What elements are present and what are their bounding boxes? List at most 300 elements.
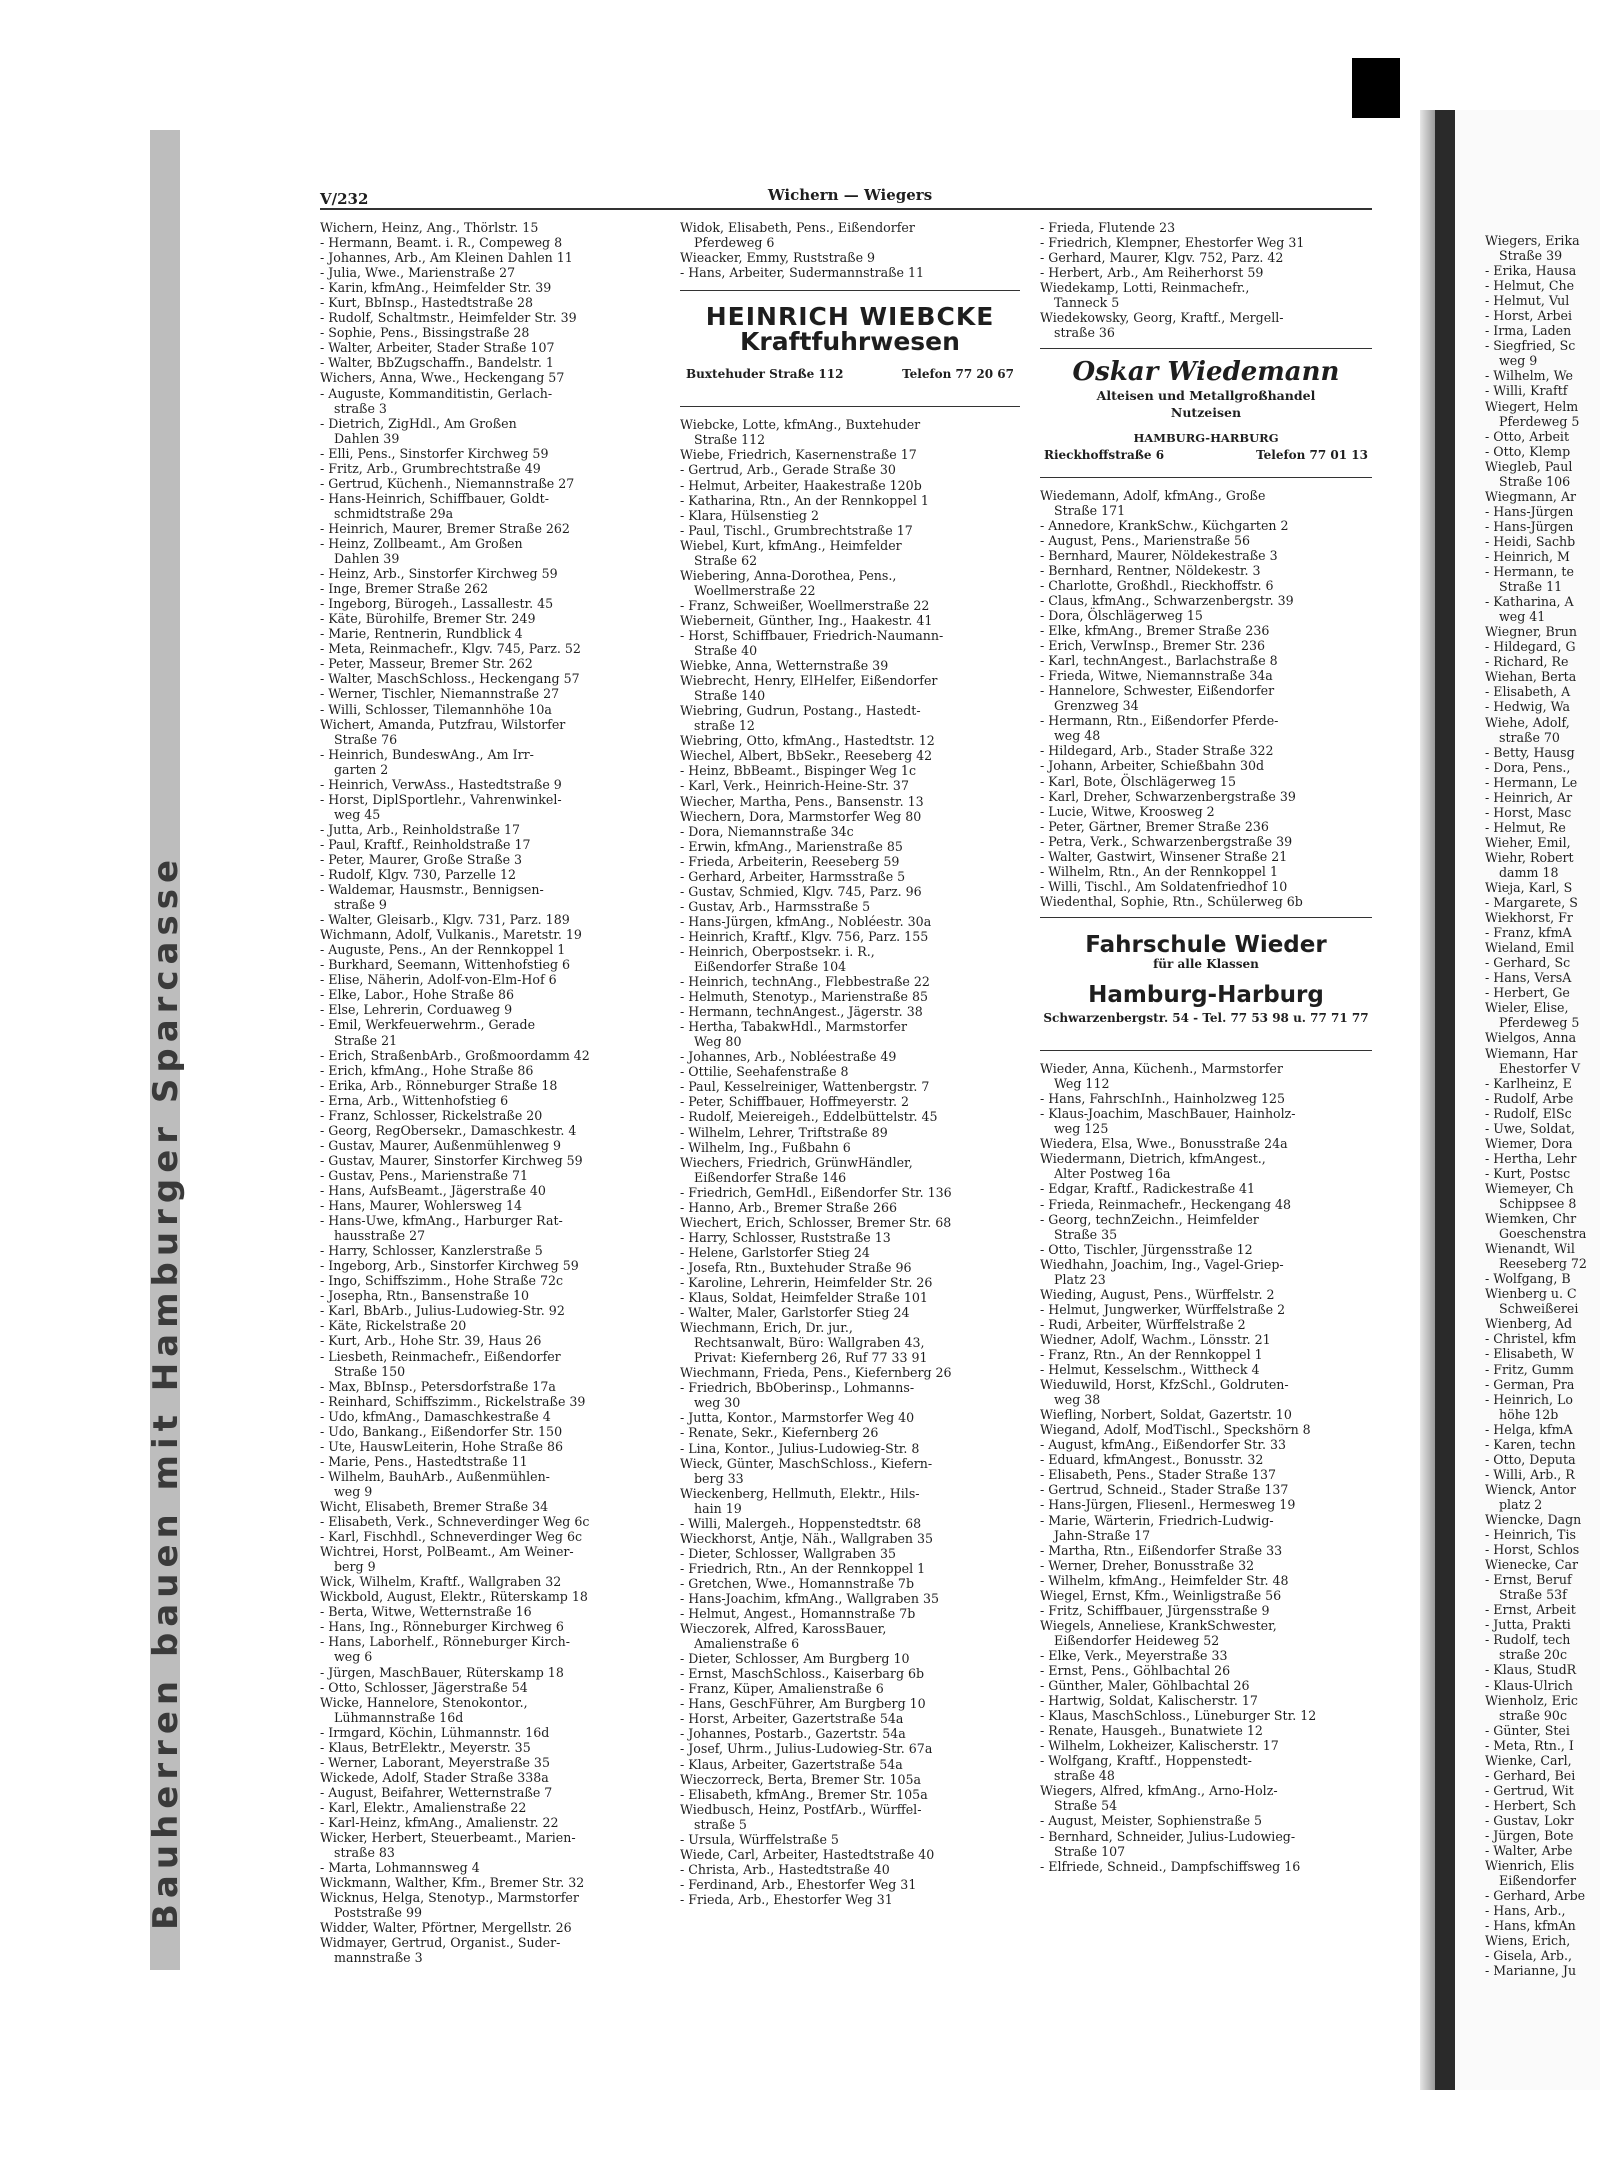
directory-entry-line: Wiegmann, Ar <box>1485 488 1577 504</box>
directory-entry-line: - Heinrich, VerwAss., Hastedtstraße 9 <box>320 776 562 792</box>
directory-entry-line: Poststraße 99 <box>334 1905 423 1921</box>
page-gutter <box>1435 110 1455 2090</box>
directory-entry-line: - Erich, kfmAng., Hohe Straße 86 <box>320 1062 534 1078</box>
directory-entry-line: mannstraße 3 <box>334 1950 423 1966</box>
directory-entry-line: - Hans, Ing., Rönneburger Kirchweg 6 <box>320 1619 564 1635</box>
ad-address: Rieckhoffstraße 6 <box>1044 447 1165 462</box>
directory-entry-line: - Auguste, Kommanditistin, Gerlach- <box>320 385 553 401</box>
directory-page <box>320 180 1372 2040</box>
directory-entry-line: - Renate, Sekr., Kiefernberg 26 <box>680 1425 879 1441</box>
directory-entry-line: Wiedner, Adolf, Wachm., Lönsstr. 21 <box>1040 1331 1271 1347</box>
directory-entry-line: Straße 54 <box>1054 1798 1118 1814</box>
directory-entry-line: - Erna, Arb., Wittenhofstieg 6 <box>320 1092 509 1108</box>
directory-entry-line: Straße 171 <box>1054 502 1126 518</box>
directory-entry-line: - Irmgard, Köchin, Lühmannstr. 16d <box>320 1724 550 1740</box>
directory-entry-line: Wiemeyer, Ch <box>1485 1180 1574 1196</box>
directory-entry-line: - Willi, Kraftf <box>1485 383 1568 399</box>
directory-entry-line: - Petra, Verk., Schwarzenbergstraße 39 <box>1040 833 1293 849</box>
directory-entry-line: Wiebrecht, Henry, ElHelfer, Eißendorfer <box>680 673 938 689</box>
directory-entry-line: Wieck, Günter, MaschSchloss., Kiefern- <box>680 1455 933 1471</box>
directory-entry-line: - Karlheinz, E <box>1485 1075 1572 1091</box>
directory-entry-line: - Horst, Masc <box>1485 804 1572 820</box>
directory-entry-line: Straße 35 <box>1054 1226 1118 1242</box>
directory-entry-line: - Helmut, Kesselschm., Wittheck 4 <box>1040 1362 1260 1378</box>
directory-entry-line: Wiemken, Chr <box>1485 1211 1577 1227</box>
directory-entry-line: - Georg, RegObersekr., Damaschkestr. 4 <box>320 1122 577 1138</box>
directory-entry-line: - Rudolf, Klgv. 730, Parzelle 12 <box>320 867 516 883</box>
directory-entry-line: Wiegers, Alfred, kfmAng., Arno-Holz- <box>1040 1783 1278 1799</box>
directory-entry-line: - Hermann, technAngest., Jägerstr. 38 <box>680 1004 923 1020</box>
directory-entry-line: Wieduwild, Horst, KfzSchl., Goldruten- <box>1040 1377 1289 1393</box>
directory-entry-line: Wiebring, Gudrun, Postang., Hastedt- <box>680 703 921 719</box>
column-3-top-entries <box>1040 220 1372 340</box>
directory-entry-line: - Josef, Uhrm., Julius-Ludowieg-Str. 67a <box>680 1741 933 1757</box>
directory-entry-line: - Hannelore, Schwester, Eißendorfer <box>1040 683 1275 699</box>
directory-entry-line: Wiehan, Berta <box>1485 669 1577 685</box>
directory-entry-line: - Walter, Arbe <box>1485 1843 1573 1859</box>
directory-entry-line: - Harry, Schlosser, Ruststraße 13 <box>680 1229 891 1245</box>
directory-entry-line: - Richard, Re <box>1485 654 1569 670</box>
directory-entry-line: - Werner, Dreher, Bonusstraße 32 <box>1040 1557 1255 1573</box>
directory-entry-line: - Ernst, Pens., Göhlbachtal 26 <box>1040 1662 1231 1678</box>
directory-entry-line: - Helmut, Angest., Homannstraße 7b <box>680 1606 916 1622</box>
directory-entry-line: - Betty, Hausg <box>1485 744 1575 760</box>
directory-entry-line: - Udo, Bankang., Eißendorfer Str. 150 <box>320 1423 563 1439</box>
directory-entry-line: Wiechmann, Erich, Dr. jur., <box>680 1320 853 1336</box>
directory-entry-line: Wiedekowsky, Georg, Kraftf., Mergell- <box>1040 310 1284 326</box>
directory-entry-line: - Hans-Jürgen, Fliesenl., Hermesweg 19 <box>1040 1497 1296 1513</box>
directory-entry-line: - August, Meister, Sophienstraße 5 <box>1040 1813 1263 1829</box>
directory-entry-line: - Fritz, Gumm <box>1485 1361 1574 1377</box>
directory-entry-line: - Hans, FahrschInh., Hainholzweg 125 <box>1040 1091 1286 1107</box>
directory-entry-line: - Hans, Maurer, Wohlersweg 14 <box>320 1198 523 1214</box>
directory-entry-line: Wiechers, Friedrich, GrünwHändler, <box>680 1154 913 1170</box>
directory-entry-line: - Gustav, Schmied, Klgv. 745, Parz. 96 <box>680 883 922 899</box>
directory-entry-line: - Elise, Näherin, Adolf-von-Elm-Hof 6 <box>320 972 557 988</box>
column-2-entries <box>680 417 1020 1907</box>
directory-entry-line: Wiedemann, Adolf, kfmAng., Große <box>1040 487 1266 503</box>
directory-entry-line: Straße 11 <box>1499 579 1563 595</box>
directory-entry-line: - Klaus, MaschSchloss., Lüneburger Str. 12 <box>1040 1708 1317 1724</box>
directory-entry-line: weg 30 <box>694 1395 741 1411</box>
directory-entry-line: weg 125 <box>1054 1121 1109 1137</box>
directory-entry-line: - Hans, Arb., <box>1485 1903 1566 1919</box>
directory-entry-line: - Bernhard, Schneider, Julius-Ludowieg- <box>1040 1828 1296 1844</box>
directory-entry-line: - Marie, Rentnerin, Rundblick 4 <box>320 626 523 642</box>
directory-entry-line: - Meta, Reinmachefr., Klgv. 745, Parz. 52 <box>320 641 581 657</box>
directory-entry-line: - Elke, kfmAng., Bremer Straße 236 <box>1040 623 1270 639</box>
directory-entry-line: - Klaus, Soldat, Heimfelder Straße 101 <box>680 1290 928 1306</box>
directory-entry-line: - Elisabeth, A <box>1485 684 1571 700</box>
directory-entry-line: Straße 40 <box>694 643 758 659</box>
directory-entry-line: - Rudolf, Meiereigeh., Eddelbüttelstr. 45 <box>680 1109 938 1125</box>
directory-entry-line: Wicker, Herbert, Steuerbeamt., Marien- <box>320 1830 576 1846</box>
directory-entry-line: Wiens, Erich, <box>1485 1933 1571 1949</box>
directory-entry-line: Dahlen 39 <box>334 430 400 446</box>
header-rule <box>320 208 1372 210</box>
directory-entry-line: - Uwe, Soldat, <box>1485 1120 1575 1136</box>
directory-entry-line: - Gustav, Arb., Harmsstraße 5 <box>680 898 871 914</box>
directory-entry-line: - Frieda, Arb., Ehestorfer Weg 31 <box>680 1891 893 1907</box>
directory-entry-line: Straße 107 <box>1054 1843 1126 1859</box>
directory-entry-line: - Otto, Tischler, Jürgensstraße 12 <box>1040 1241 1253 1257</box>
directory-entry-line: - Karin, kfmAng., Heimfelder Str. 39 <box>320 280 552 296</box>
directory-entry-line: straße 70 <box>1499 729 1560 745</box>
directory-entry-line: - Gustav, Pens., Marienstraße 71 <box>320 1167 528 1183</box>
directory-entry-line: - Günther, Maler, Göhlbachtal 26 <box>1040 1678 1250 1694</box>
directory-entry-line: straße 12 <box>694 718 755 734</box>
directory-entry-line: Wieacker, Emmy, Ruststraße 9 <box>680 250 876 266</box>
directory-entry-line: - Elisabeth, kfmAng., Bremer Str. 105a <box>680 1786 928 1802</box>
directory-entry-line: - Eduard, kfmAngest., Bonusstr. 32 <box>1040 1452 1264 1468</box>
directory-entry-line: - Kurt, Postsc <box>1485 1165 1571 1181</box>
directory-entry-line: - Friedrich, BbOberinsp., Lohmanns- <box>680 1380 915 1396</box>
directory-entry-line: - Willi, Tischl., Am Soldatenfriedhof 10 <box>1040 878 1288 894</box>
directory-entry-line: straße 5 <box>694 1816 747 1832</box>
directory-entry-line: - Hanno, Arb., Bremer Straße 266 <box>680 1199 898 1215</box>
directory-entry-line: straße 90c <box>1499 1707 1567 1723</box>
directory-entry-line: - August, kfmAng., Eißendorfer Str. 33 <box>1040 1437 1287 1453</box>
directory-entry-line: - Werner, Tischler, Niemannstraße 27 <box>320 686 560 702</box>
directory-entry-line: - Dieter, Schlosser, Wallgraben 35 <box>680 1545 897 1561</box>
directory-entry-line: Straße 112 <box>694 432 766 448</box>
directory-entry-line: straße 20c <box>1499 1647 1567 1663</box>
directory-entry-line: - Ingo, Schiffszimm., Hohe Straße 72c <box>320 1273 564 1289</box>
directory-entry-line: Wichers, Anna, Wwe., Heckengang 57 <box>320 370 565 386</box>
directory-entry-line: - Renate, Hausgeh., Bunatwiete 12 <box>1040 1723 1263 1739</box>
column-2-top-entries <box>680 220 1020 280</box>
directory-entry-line: Lühmannstraße 16d <box>334 1709 464 1725</box>
directory-entry-line: Wiekhorst, Fr <box>1485 910 1573 926</box>
directory-entry-line: straße 36 <box>1054 325 1115 341</box>
directory-entry-line: - Otto, Deputa <box>1485 1451 1576 1467</box>
directory-entry-line: Wiebe, Friedrich, Kasernenstraße 17 <box>680 447 917 463</box>
ad-company-name: HEINRICH WIEBCKE <box>705 302 995 332</box>
directory-entry-line: Wiehr, Robert <box>1485 849 1574 865</box>
directory-entry-line: - Heinrich, Oberpostsekr. i. R., <box>680 943 875 959</box>
directory-entry-line: Wick, Wilhelm, Kraftf., Wallgraben 32 <box>320 1574 562 1590</box>
directory-entry-line: Wiedhahn, Joachim, Ing., Vagel-Griep- <box>1040 1256 1284 1272</box>
directory-entry-line: - Hans-Joachim, kfmAng., Wallgraben 35 <box>680 1590 940 1606</box>
directory-entry-line: - Else, Lehrerin, Corduaweg 9 <box>320 1002 513 1018</box>
directory-entry-line: - Josepha, Rtn., Bansenstraße 10 <box>320 1288 530 1304</box>
directory-entry-line: - Ingeborg, Arb., Sinstorfer Kirchweg 59 <box>320 1258 579 1274</box>
directory-entry-line: - Peter, Gärtner, Bremer Straße 236 <box>1040 818 1269 834</box>
directory-entry-line: Wiegels, Anneliese, KrankSchwester, <box>1040 1617 1277 1633</box>
directory-entry-line: Reeseberg 72 <box>1499 1256 1587 1272</box>
directory-entry-line: - Hartwig, Soldat, Kalischerstr. 17 <box>1040 1693 1258 1709</box>
directory-entry-line: - Hildegard, Arb., Stader Straße 322 <box>1040 743 1274 759</box>
directory-entry-line: Wiebcke, Lotte, kfmAng., Buxtehuder <box>680 417 921 433</box>
directory-entry-line: Straße 106 <box>1499 473 1571 489</box>
directory-entry-line: - Horst, Arbeiter, Gazertstraße 54a <box>680 1711 904 1727</box>
directory-entry-line: - Willi, Arb., R <box>1485 1466 1575 1482</box>
directory-entry-line: - Willi, Malergeh., Hoppenstedtstr. 68 <box>680 1515 922 1531</box>
directory-entry-line: Weg 112 <box>1054 1076 1110 1092</box>
directory-entry-line: - Gerhard, Arbeiter, Harmsstraße 5 <box>680 868 906 884</box>
directory-entry-line: damm 18 <box>1499 864 1559 880</box>
directory-entry-line: - Gustav, Maurer, Sinstorfer Kirchweg 59 <box>320 1152 583 1168</box>
directory-entry-line: - Helga, kfmA <box>1485 1421 1573 1437</box>
directory-entry-line: garten 2 <box>334 761 389 777</box>
directory-entry-line: - Wilhelm, kfmAng., Heimfelder Str. 48 <box>1040 1572 1289 1588</box>
directory-entry-line: - Heinrich, Kraftf., Klgv. 756, Parz. 155 <box>680 928 929 944</box>
directory-entry-line: - Sophie, Pens., Bissingstraße 28 <box>320 325 530 341</box>
directory-entry-line: - Hans-Heinrich, Schiffbauer, Goldt- <box>320 490 549 506</box>
directory-entry-line: Wiedbusch, Heinz, PostfArb., Würffel- <box>680 1801 922 1817</box>
ad-company-name: Oskar Wiedemann <box>1072 357 1340 388</box>
directory-entry-line: - Karl, Elektr., Amalienstraße 22 <box>320 1799 527 1815</box>
spine-stamp-text: Bauherren bauen mit Hamburger Sparcasse <box>146 853 186 1930</box>
directory-entry-line: - Karl, Verk., Heinrich-Heine-Str. 37 <box>680 778 909 794</box>
directory-entry-line: Pferdeweg 5 <box>1499 1015 1580 1031</box>
directory-entry-line: - Wolfgang, B <box>1485 1271 1571 1287</box>
directory-entry-line: - Paul, Kesselreiniger, Wattenbergstr. 7 <box>680 1079 930 1095</box>
directory-entry-line: - Wolfgang, Kraftf., Hoppenstedt- <box>1040 1753 1252 1769</box>
page-header <box>320 180 1372 208</box>
directory-entry-line: Wicke, Hannelore, Stenokontor., <box>320 1694 528 1710</box>
directory-entry-line: - August, Pens., Marienstraße 56 <box>1040 532 1251 548</box>
directory-entry-line: - Walter, Arbeiter, Stader Straße 107 <box>320 340 555 356</box>
directory-entry-line: - Ernst, Arbeit <box>1485 1602 1576 1618</box>
directory-entry-line: Eißendorfer <box>1499 1873 1576 1889</box>
directory-entry-line: - Karl-Heinz, kfmAng., Amalienstr. 22 <box>320 1814 559 1830</box>
directory-entry-line: - Katharina, Rtn., An der Rennkoppel 1 <box>680 492 929 508</box>
directory-entry-line: - Rudolf, Arbe <box>1485 1090 1574 1106</box>
directory-entry-line: - Marie, Wärterin, Friedrich-Ludwig- <box>1040 1512 1274 1528</box>
directory-entry-line: - Meta, Rtn., I <box>1485 1737 1574 1753</box>
directory-entry-line: - Hans, Arbeiter, Sudermannstraße 11 <box>680 265 925 281</box>
directory-entry-line: - Heinrich, technAng., Flebbestraße 22 <box>680 974 930 990</box>
directory-entry-line: - Waldemar, Hausmstr., Bennigsen- <box>320 882 544 898</box>
directory-entry-line: Straße 140 <box>694 688 766 704</box>
directory-entry-line: Wiedenthal, Sophie, Rtn., Schülerweg 6b <box>1040 893 1303 909</box>
directory-entry-line: weg 6 <box>334 1649 373 1665</box>
directory-entry-line: Wiehe, Adolf, <box>1485 714 1570 730</box>
directory-entry-line: - Wilhelm, Lehrer, Triftstraße 89 <box>680 1124 888 1140</box>
directory-entry-line: - Erich, StraßenbArb., Großmoordamm 42 <box>320 1047 590 1063</box>
directory-entry-line: - Karl, Fischhdl., Schneverdinger Weg 6c <box>320 1529 583 1545</box>
directory-entry-line: - Klaus-Ulrich <box>1485 1677 1573 1693</box>
directory-entry-line: - Elke, Labor., Hohe Straße 86 <box>320 987 514 1003</box>
directory-entry-line: - Gerhard, Arbe <box>1485 1888 1586 1904</box>
directory-entry-line: Wiechmann, Frieda, Pens., Kiefernberg 26 <box>680 1365 952 1381</box>
ad-rule-bottom <box>1040 477 1372 478</box>
directory-entry-line: - August, Beifahrer, Wetternstraße 7 <box>320 1784 553 1800</box>
directory-entry-line: - Franz, Schweißer, Woellmerstraße 22 <box>680 597 930 613</box>
directory-entry-line: - Lucie, Witwe, Kroosweg 2 <box>1040 803 1215 819</box>
directory-entry-line: Wienandt, Wil <box>1485 1241 1575 1257</box>
directory-entry-line: - Gertrud, Arb., Gerade Straße 30 <box>680 462 896 478</box>
directory-entry-line: - Jutta, Arb., Reinholdstraße 17 <box>320 821 521 837</box>
directory-entry-line: - Walter, Gleisarb., Klgv. 731, Parz. 189 <box>320 912 570 928</box>
directory-entry-line: - Elisabeth, Pens., Stader Straße 137 <box>1040 1467 1276 1483</box>
directory-entry-line: Wiencke, Dagn <box>1485 1511 1582 1527</box>
directory-entry-line: berg 33 <box>694 1470 744 1486</box>
directory-entry-line: - Johannes, Postarb., Gazertstr. 54a <box>680 1726 906 1742</box>
directory-entry-line: Ehestorfer V <box>1499 1060 1581 1076</box>
directory-entry-line: Wichmann, Adolf, Vulkanis., Maretstr. 19 <box>320 927 582 943</box>
directory-entry-line: - Heinrich, Maurer, Bremer Straße 262 <box>320 520 570 536</box>
directory-entry-line: - Friedrich, GemHdl., Eißendorfer Str. 136 <box>680 1184 952 1200</box>
directory-entry-line: - Jürgen, Bote <box>1485 1827 1574 1843</box>
directory-entry-line: - Elke, Verk., Meyerstraße 33 <box>1040 1647 1228 1663</box>
directory-entry-line: - Hans, kfmAn <box>1485 1918 1576 1934</box>
directory-entry-line: - Friedrich, Rtn., An der Rennkoppel 1 <box>680 1560 926 1576</box>
directory-entry-line: weg 38 <box>1054 1392 1101 1408</box>
directory-entry-line: - Werner, Laborant, Meyerstraße 35 <box>320 1754 550 1770</box>
directory-entry-line: - Hans-Jürgen <box>1485 518 1574 534</box>
directory-entry-line: - Emil, Werkfeuerwehrm., Gerade <box>320 1017 536 1033</box>
directory-entry-line: Eißendorfer Straße 146 <box>694 1169 847 1185</box>
directory-entry-line: Tanneck 5 <box>1054 295 1120 311</box>
directory-entry-line: - Max, BbInsp., Petersdorfstraße 17a <box>320 1378 556 1394</box>
directory-entry-line: - Helmuth, Stenotyp., Marienstraße 85 <box>680 989 928 1005</box>
directory-entry-line: - Peter, Maurer, Große Straße 3 <box>320 851 523 867</box>
directory-entry-line: Wieckenberg, Hellmuth, Elektr., Hils- <box>680 1485 920 1501</box>
directory-entry-line: Wiebring, Otto, kfmAng., Hastedtstr. 12 <box>680 733 935 749</box>
directory-entry-line: - Peter, Schiffbauer, Hoffmeyerstr. 2 <box>680 1094 909 1110</box>
running-head: Wichern — Wiegers <box>767 186 933 204</box>
directory-entry-line: Widmayer, Gertrud, Organist., Suder- <box>320 1935 561 1951</box>
directory-entry-line: - Heinrich, Ar <box>1485 789 1573 805</box>
directory-entry-line: - Heinz, Arb., Sinstorfer Kirchweg 59 <box>320 566 558 582</box>
ad-rule-top <box>1040 348 1372 349</box>
directory-entry-line: Wienberg, Ad <box>1485 1316 1573 1332</box>
directory-entry-line: - Walter, Maler, Garlstorfer Stieg 24 <box>680 1305 910 1321</box>
directory-entry-line: - Elisabeth, W <box>1485 1346 1575 1362</box>
directory-entry-line: - Bernhard, Maurer, Nöldekestraße 3 <box>1040 547 1278 563</box>
directory-entry-line: Amalienstraße 6 <box>694 1636 800 1652</box>
directory-entry-line: - Marie, Pens., Hastedtstraße 11 <box>320 1453 528 1469</box>
directory-entry-line: - Elfriede, Schneid., Dampfschiffsweg 16 <box>1040 1858 1301 1874</box>
directory-entry-line: - Auguste, Pens., An der Rennkoppel 1 <box>320 942 566 958</box>
directory-entry-line: - Hermann, Rtn., Eißendorfer Pferde- <box>1040 713 1279 729</box>
directory-entry-line: - Hildegard, G <box>1485 639 1576 655</box>
directory-entry-line: Wiefling, Norbert, Soldat, Gazertstr. 10 <box>1040 1407 1292 1423</box>
directory-entry-line: Wickmann, Walther, Kfm., Bremer Str. 32 <box>320 1875 585 1891</box>
directory-entry-line: berg 9 <box>334 1559 376 1575</box>
directory-entry-line: - Erwin, kfmAng., Marienstraße 85 <box>680 838 903 854</box>
directory-entry-line: - Karl, Bote, Ölschlägerweg 15 <box>1040 773 1236 789</box>
directory-entry-line: - Katharina, A <box>1485 594 1574 610</box>
directory-entry-line: Straße 150 <box>334 1363 406 1379</box>
directory-entry-line: - Berta, Witwe, Wetternstraße 16 <box>320 1604 532 1620</box>
column-3 <box>1040 220 1372 1874</box>
ad-city: Hamburg-Harburg <box>1088 982 1324 1009</box>
directory-entry-line: hausstraße 27 <box>334 1228 426 1244</box>
directory-entry-line: - Heidi, Sachb <box>1485 533 1576 549</box>
ad-company-name: Fahrschule Wieder <box>1085 931 1327 958</box>
directory-entry-line: - Bernhard, Rentner, Nöldekestr. 3 <box>1040 562 1261 578</box>
directory-entry-line: - Gertrud, Wit <box>1485 1782 1574 1798</box>
directory-entry-line: - Franz, kfmA <box>1485 925 1572 941</box>
directory-entry-line: Wiegel, Ernst, Kfm., Weinligstraße 56 <box>1040 1587 1282 1603</box>
directory-entry-line: Wiebel, Kurt, kfmAng., Heimfelder <box>680 537 902 553</box>
directory-entry-line: Wiechel, Albert, BbSekr., Reeseberg 42 <box>680 748 933 764</box>
directory-entry-line: - Marianne, Ju <box>1485 1963 1577 1979</box>
directory-entry-line: - Gustav, Lokr <box>1485 1812 1574 1828</box>
directory-entry-line: Widder, Walter, Pförtner, Mergellstr. 26 <box>320 1920 572 1936</box>
directory-entry-line: - Willi, Schlosser, Tilemannhöhe 10a <box>320 701 552 717</box>
directory-entry-line: Wieckhorst, Antje, Näh., Wallgraben 35 <box>680 1530 934 1546</box>
directory-entry-line: - Heinz, BbBeamt., Bispinger Weg 1c <box>680 763 917 779</box>
directory-entry-line: - Christa, Arb., Hastedtstraße 40 <box>680 1861 890 1877</box>
directory-entry-line: - Heinrich, BundeswAng., Am Irr- <box>320 746 534 762</box>
directory-entry-line: Straße 21 <box>334 1032 398 1048</box>
directory-entry-line: weg 9 <box>334 1483 373 1499</box>
directory-entry-line: - Gerhard, Sc <box>1485 955 1571 971</box>
directory-entry-line: - Hans, GeschFührer, Am Burgberg 10 <box>680 1696 926 1712</box>
directory-entry-line: - Otto, Arbeit <box>1485 428 1570 444</box>
directory-entry-line: - Walter, Gastwirt, Winsener Straße 21 <box>1040 848 1288 864</box>
directory-entry-line: - Liesbeth, Reinmachefr., Eißendorfer <box>320 1348 561 1364</box>
directory-entry-line: - Burkhard, Seemann, Wittenhofstieg 6 <box>320 957 571 973</box>
directory-entry-line: - Charlotte, Großhdl., Rieckhoffstr. 6 <box>1040 577 1274 593</box>
directory-entry-line: - Dietrich, ZigHdl., Am Großen <box>320 415 517 431</box>
directory-entry-line: - Helmut, Vul <box>1485 293 1570 309</box>
directory-entry-line: - Edgar, Kraftf., Radickestraße 41 <box>1040 1181 1256 1197</box>
directory-entry-line: Wiegner, Brun <box>1485 624 1577 640</box>
directory-entry-line: - Gertrud, Küchenh., Niemannstraße 27 <box>320 475 575 491</box>
directory-entry-line: - Klaus, BetrElektr., Meyerstr. 35 <box>320 1739 531 1755</box>
directory-entry-line: straße 83 <box>334 1845 395 1861</box>
directory-entry-line: - Hans, VersA <box>1485 970 1572 986</box>
directory-entry-line: - Fritz, Arb., Grumbrechtstraße 49 <box>320 460 541 476</box>
directory-entry-line: weg 45 <box>334 806 381 822</box>
directory-entry-line: Wichtrei, Horst, PolBeamt., Am Weiner- <box>320 1544 574 1560</box>
directory-entry-line: - Ferdinand, Arb., Ehestorfer Weg 31 <box>680 1876 917 1892</box>
directory-entry-line: - Reinhard, Schiffszimm., Rickelstraße 39 <box>320 1393 586 1409</box>
directory-entry-line: - Dieter, Schlosser, Am Burgberg 10 <box>680 1651 910 1667</box>
directory-entry-line: Straße 62 <box>694 552 758 568</box>
directory-entry-line: - Gerhard, Maurer, Klgv. 752, Parz. 42 <box>1040 250 1284 266</box>
directory-entry-line: Straße 39 <box>1499 248 1563 264</box>
directory-entry-line: - Hans-Uwe, kfmAng., Harburger Rat- <box>320 1213 563 1229</box>
directory-entry-line: - Wilhelm, Lokheizer, Kalischerstr. 17 <box>1040 1738 1279 1754</box>
directory-entry-line: - Hedwig, Wa <box>1485 699 1570 715</box>
directory-entry-line: - Herbert, Arb., Am Reiherhorst 59 <box>1040 265 1264 281</box>
ad-city: HAMBURG-HARBURG <box>1133 430 1279 445</box>
directory-entry-line: Wieczorek, Alfred, KarossBauer, <box>680 1621 887 1637</box>
directory-entry-line: Wieding, August, Pens., Würffelstr. 2 <box>1040 1286 1275 1302</box>
directory-entry-line: - Helmut, Che <box>1485 278 1575 294</box>
directory-entry-line: - Heinrich, M <box>1485 548 1570 564</box>
ad-phone: Telefon 77 01 13 <box>1256 447 1368 462</box>
directory-entry-line: Alter Postweg 16a <box>1054 1166 1171 1182</box>
directory-entry-line: Wiechern, Dora, Marmstorfer Weg 80 <box>680 808 922 824</box>
directory-entry-line: - Erika, Hausa <box>1485 263 1577 279</box>
directory-entry-line: - Walter, MaschSchloss., Heckengang 57 <box>320 671 580 687</box>
directory-entry-line: - Frieda, Reinmachefr., Heckengang 48 <box>1040 1196 1291 1212</box>
directory-entry-line: Wiegert, Helm <box>1485 398 1579 414</box>
directory-entry-line: - Horst, Schlos <box>1485 1542 1580 1558</box>
directory-entry-line: - Johannes, Arb., Nobléestraße 49 <box>680 1049 897 1065</box>
directory-entry-line: - Hans-Jürgen <box>1485 503 1574 519</box>
directory-entry-line: Wicht, Elisabeth, Bremer Straße 34 <box>320 1498 549 1514</box>
directory-entry-line: - Gerhard, Bei <box>1485 1767 1576 1783</box>
directory-entry-line: Widok, Elisabeth, Pens., Eißendorfer <box>680 220 915 235</box>
directory-entry-line: - Udo, kfmAng., Damaschkestraße 4 <box>320 1408 551 1424</box>
directory-entry-line: - Lina, Kontor., Julius-Ludowieg-Str. 8 <box>680 1440 920 1456</box>
directory-entry-line: - Horst, Arbei <box>1485 308 1573 324</box>
directory-entry-line: - Herbert, Sch <box>1485 1797 1577 1813</box>
directory-entry-line: platz 2 <box>1499 1496 1543 1512</box>
directory-entry-line: Pferdeweg 6 <box>694 235 775 251</box>
directory-entry-line: Wieland, Emil <box>1485 940 1575 956</box>
directory-entry-line: Woellmerstraße 22 <box>694 582 816 598</box>
directory-entry-line: - Hans, AufsBeamt., Jägerstraße 40 <box>320 1183 546 1198</box>
